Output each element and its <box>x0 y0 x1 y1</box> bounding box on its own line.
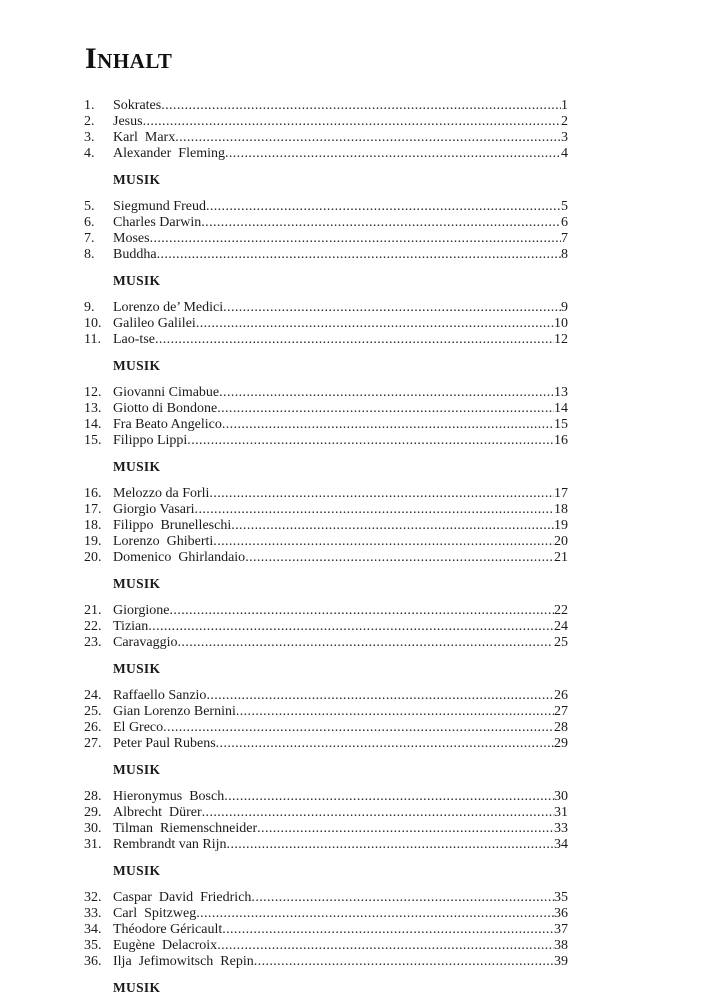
dot-leader <box>157 247 561 263</box>
dot-leader <box>236 704 554 720</box>
entry-title: Moses <box>113 231 150 246</box>
dot-leader <box>161 98 561 114</box>
entry-title: Giotto di Bondone <box>113 401 218 416</box>
toc-entry[interactable] <box>84 720 568 736</box>
section-heading-musik: MUSIK <box>113 358 161 373</box>
entry-number: 11. <box>84 332 101 347</box>
entry-page-number: 17 <box>554 486 568 501</box>
entry-page-number: 2 <box>561 114 568 129</box>
dot-leader <box>187 433 554 449</box>
entry-page-number: 21 <box>554 550 568 565</box>
dot-leader <box>196 906 554 922</box>
toc-entry[interactable] <box>84 231 568 247</box>
entry-number: 2. <box>84 114 95 129</box>
entry-page-number: 36 <box>554 906 568 921</box>
dot-leader <box>227 837 554 853</box>
entry-title: Caspar David Friedrich <box>113 890 252 905</box>
toc-entry[interactable] <box>84 954 568 970</box>
section-heading-musik: MUSIK <box>113 172 161 187</box>
entry-number: 29. <box>84 805 102 820</box>
toc-entry[interactable] <box>84 199 568 215</box>
entry-title: Melozzo da Forli <box>113 486 210 501</box>
entry-number: 26. <box>84 720 102 735</box>
toc-entry[interactable] <box>84 603 568 619</box>
entry-title: Giorgio Vasari <box>113 502 195 517</box>
dot-leader <box>178 635 551 651</box>
entry-number: 31. <box>84 837 102 852</box>
entry-page-number: 7 <box>561 231 568 246</box>
toc-entry[interactable] <box>84 805 568 821</box>
entry-title: Tilman Riemenschneider <box>113 821 258 836</box>
toc-entry[interactable] <box>84 518 568 534</box>
entry-title: Caravaggio <box>113 635 178 650</box>
dot-leader <box>155 332 554 348</box>
dot-leader <box>143 114 561 130</box>
dot-leader <box>231 518 554 534</box>
dot-leader <box>196 316 554 332</box>
toc-entry[interactable] <box>84 215 568 231</box>
entry-number: 7. <box>84 231 95 246</box>
toc-entry[interactable] <box>84 922 568 938</box>
entry-page-number: 15 <box>554 417 568 432</box>
entry-page-number: 25 <box>550 635 568 650</box>
entry-page-number: 38 <box>554 938 568 953</box>
toc-entry[interactable] <box>84 417 568 433</box>
entry-number: 6. <box>84 215 95 230</box>
toc-group <box>84 98 568 188</box>
entry-number: 32. <box>84 890 102 905</box>
entry-title: Albrecht Dürer <box>113 805 202 820</box>
entry-title: Charles Darwin <box>113 215 202 230</box>
entry-title: Domenico Ghirlandaio <box>113 550 246 565</box>
dot-leader <box>251 890 554 906</box>
entry-number: 27. <box>84 736 102 751</box>
entry-number: 9. <box>84 300 95 315</box>
dot-leader <box>170 603 554 619</box>
entry-number: 13. <box>84 401 102 416</box>
toc-entry[interactable] <box>84 385 568 401</box>
entry-number: 24. <box>84 688 102 703</box>
entry-title: Tizian <box>113 619 149 634</box>
entry-page-number: 29 <box>554 736 568 751</box>
toc-entry[interactable] <box>84 130 568 146</box>
entry-title: Théodore Géricault <box>113 922 223 937</box>
entry-page-number: 8 <box>561 247 568 262</box>
entry-page-number: 14 <box>554 401 568 416</box>
toc-entry[interactable] <box>84 332 568 348</box>
dot-leader <box>222 417 554 433</box>
toc-entry[interactable] <box>84 247 568 263</box>
entry-number: 15. <box>84 433 102 448</box>
entry-title: Raffaello Sanzio <box>113 688 207 703</box>
toc-group <box>84 385 568 475</box>
page-title: Inhalt <box>85 42 173 75</box>
entry-page-number: 16 <box>554 433 568 448</box>
entry-title: Filippo Brunelleschi <box>113 518 232 533</box>
entry-page-number: 39 <box>554 954 568 969</box>
entry-number: 18. <box>84 518 102 533</box>
entry-number: 12. <box>84 385 102 400</box>
toc-group <box>84 789 568 879</box>
toc-group <box>84 300 568 374</box>
entry-number: 8. <box>84 247 95 262</box>
toc-entry[interactable] <box>84 635 568 651</box>
toc-entry[interactable] <box>84 486 568 502</box>
dot-leader <box>213 534 554 550</box>
entry-page-number: 13 <box>554 385 568 400</box>
dot-leader <box>150 231 561 247</box>
toc-group <box>84 199 568 289</box>
entry-page-number: 12 <box>554 332 568 347</box>
entry-number: 14. <box>84 417 102 432</box>
toc-entry[interactable] <box>84 688 568 704</box>
entry-number: 19. <box>84 534 102 549</box>
dot-leader <box>257 821 554 837</box>
entry-page-number: 22 <box>554 603 568 618</box>
toc-entry[interactable] <box>84 704 568 720</box>
dot-leader <box>254 954 554 970</box>
toc-entry[interactable] <box>84 433 568 449</box>
entry-page-number: 26 <box>554 688 568 703</box>
entry-page-number: 24 <box>554 619 568 634</box>
toc-entry[interactable] <box>84 837 568 853</box>
section-heading-musik: MUSIK <box>113 980 161 995</box>
dot-leader <box>201 215 561 231</box>
entry-page-number: 10 <box>554 316 568 331</box>
toc-entry[interactable] <box>84 906 568 922</box>
dot-leader <box>202 805 554 821</box>
toc-entry[interactable] <box>84 789 568 805</box>
entry-number: 28. <box>84 789 102 804</box>
entry-title: El Greco <box>113 720 164 735</box>
entry-title: Eugène Delacroix <box>113 938 218 953</box>
dot-leader <box>222 922 554 938</box>
entry-number: 30. <box>84 821 102 836</box>
entry-page-number: 1 <box>561 98 568 113</box>
toc-entry[interactable] <box>84 114 568 130</box>
entry-number: 10. <box>84 316 102 331</box>
dot-leader <box>223 300 561 316</box>
entry-number: 33. <box>84 906 102 921</box>
toc-entry[interactable] <box>84 938 568 954</box>
entry-title: Filippo Lippi <box>113 433 188 448</box>
entry-page-number: 5 <box>561 199 568 214</box>
entry-page-number: 31 <box>554 805 568 820</box>
entry-page-number: 33 <box>554 821 568 836</box>
section-heading-musik: MUSIK <box>113 273 161 288</box>
entry-title: Galileo Galilei <box>113 316 196 331</box>
section-heading-musik: MUSIK <box>113 762 161 777</box>
toc-entry[interactable] <box>84 502 568 518</box>
entry-page-number: 35 <box>554 890 568 905</box>
dot-leader <box>224 789 554 805</box>
entry-page-number: 34 <box>554 837 568 852</box>
entry-page-number: 3 <box>561 130 568 145</box>
entry-page-number: 20 <box>554 534 568 549</box>
toc-group <box>84 603 568 677</box>
entry-page-number: 37 <box>554 922 568 937</box>
dot-leader <box>206 199 561 215</box>
toc-entry[interactable] <box>84 316 568 332</box>
entry-page-number: 9 <box>561 300 568 315</box>
dot-leader <box>175 130 561 146</box>
entry-title: Carl Spitzweg <box>113 906 197 921</box>
entry-title: Rembrandt van Rijn <box>113 837 227 852</box>
entry-number: 1. <box>84 98 95 113</box>
entry-title: Gian Lorenzo Bernini <box>113 704 236 719</box>
entry-title: Hieronymus Bosch <box>113 789 225 804</box>
entry-number: 5. <box>84 199 95 214</box>
section-heading-musik: MUSIK <box>113 576 161 591</box>
entry-number: 35. <box>84 938 102 953</box>
entry-number: 25. <box>84 704 102 719</box>
entry-title: Fra Beato Angelico <box>113 417 222 432</box>
toc-entry[interactable] <box>84 736 568 752</box>
toc-entry[interactable] <box>84 300 568 316</box>
dot-leader <box>195 502 554 518</box>
entry-page-number: 4 <box>561 146 568 161</box>
toc-group <box>84 486 568 592</box>
entry-number: 3. <box>84 130 95 145</box>
dot-leader <box>163 720 554 736</box>
entry-number: 36. <box>84 954 102 969</box>
entry-title: Lao-tse <box>113 332 155 347</box>
toc-entry[interactable] <box>84 534 568 550</box>
dot-leader <box>225 146 561 162</box>
entry-number: 34. <box>84 922 102 937</box>
toc-entry[interactable] <box>84 146 568 162</box>
toc-entry[interactable] <box>84 550 568 566</box>
entry-title: Giovanni Cimabue <box>113 385 220 400</box>
dot-leader <box>148 619 554 635</box>
entry-title: Alexander Fleming <box>113 146 225 161</box>
entry-title: Sokrates <box>113 98 162 113</box>
entry-title: Ilja Jefimowitsch Repin <box>113 954 254 969</box>
section-heading-musik: MUSIK <box>113 661 161 676</box>
entry-title: Lorenzo Ghiberti <box>113 534 214 549</box>
entry-page-number: 18 <box>554 502 568 517</box>
entry-number: 23. <box>84 635 102 650</box>
entry-number: 16. <box>84 486 102 501</box>
dot-leader <box>209 486 554 502</box>
dot-leader <box>217 401 554 417</box>
entry-number: 20. <box>84 550 102 565</box>
dot-leader <box>219 385 554 401</box>
entry-page-number: 19 <box>554 518 568 533</box>
toc-entry[interactable] <box>84 401 568 417</box>
entry-number: 22. <box>84 619 102 634</box>
entry-page-number: 28 <box>554 720 568 735</box>
section-heading-musik: MUSIK <box>113 459 161 474</box>
section-heading-musik: MUSIK <box>113 863 161 878</box>
toc-entry[interactable] <box>84 821 568 837</box>
toc-entry[interactable] <box>84 890 568 906</box>
entry-page-number: 27 <box>554 704 568 719</box>
toc-entry[interactable] <box>84 619 568 635</box>
entry-title: Siegmund Freud <box>113 199 206 214</box>
dot-leader <box>217 938 554 954</box>
dot-leader <box>245 550 554 566</box>
entry-title: Jesus <box>113 114 143 129</box>
entry-title: Karl Marx <box>113 130 176 145</box>
entry-title: Giorgione <box>113 603 170 618</box>
entry-page-number: 30 <box>554 789 568 804</box>
toc-group <box>84 890 568 996</box>
entry-title: Peter Paul Rubens <box>113 736 216 751</box>
entry-number: 4. <box>84 146 95 161</box>
entry-page-number: 6 <box>561 215 568 230</box>
entry-number: 17. <box>84 502 102 517</box>
dot-leader <box>206 688 554 704</box>
dot-leader <box>216 736 554 752</box>
entry-number: 21. <box>84 603 102 618</box>
entry-title: Lorenzo de’ Medici <box>113 300 224 315</box>
toc-entry[interactable] <box>84 98 568 114</box>
entry-title: Buddha <box>113 247 157 262</box>
toc-group <box>84 688 568 778</box>
table-of-contents <box>84 98 568 1007</box>
